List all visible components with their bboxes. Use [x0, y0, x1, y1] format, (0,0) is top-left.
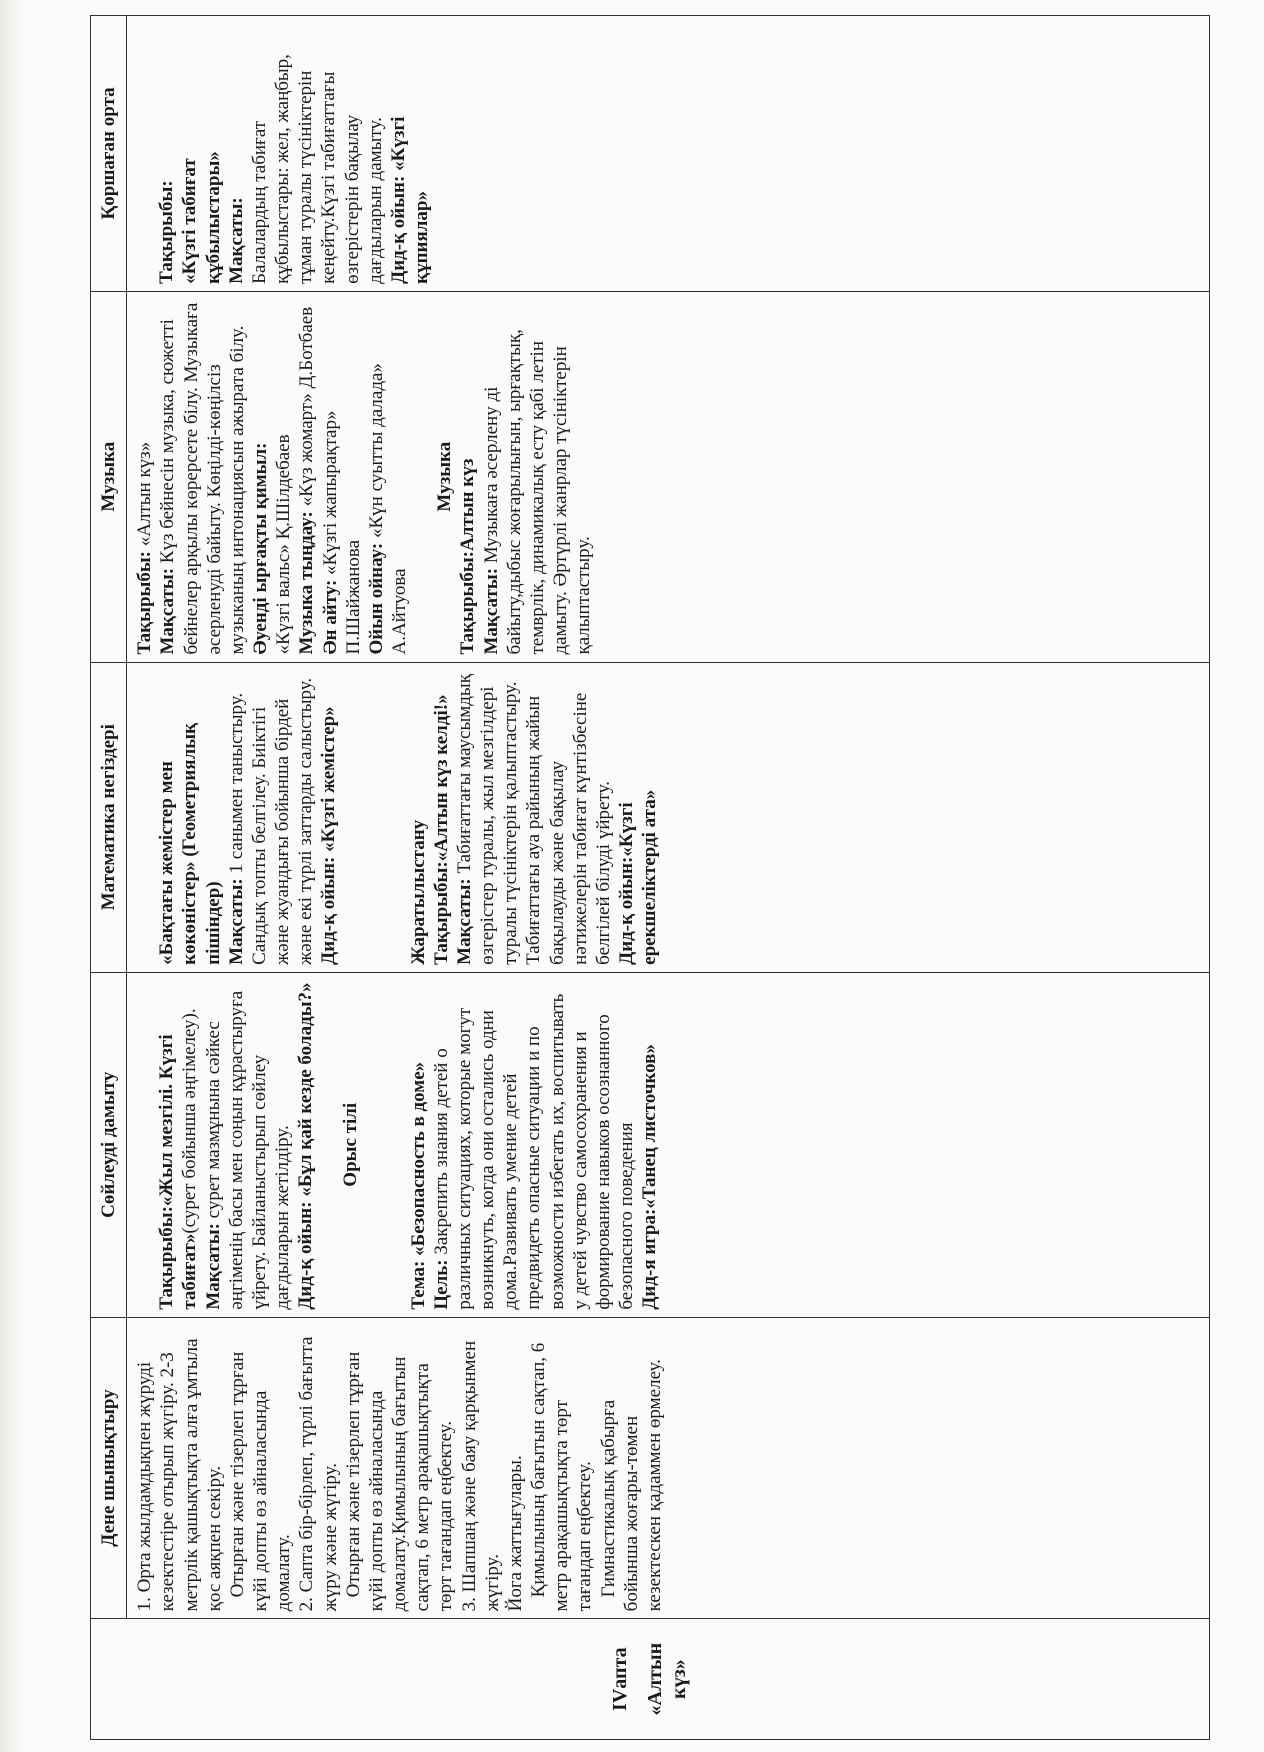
nature-goal-text: Табиғаттағы маусымдық өзгерістер туралы, жыл мезгілдері туралы түсініктерін қалыптастыру. Табиғаттағы ауа райының жайын бақылауды және бақылау нәтижелерін табиғат күнтізбесіне белгілей білуді үйрету.: [453, 674, 614, 965]
music-goal-label: Мақсаты:: [157, 567, 179, 655]
russian-goal-label: Цель:: [430, 1259, 452, 1310]
russian-goal-text: Закрепить знания детей о различных ситуациях, которые могут возникнуть, когда они остались одни дома.Развивать умение детей предвидеть опасные ситуации и по возможности избегать их, воспитывать у детей чувство самосохранения и формирование навыков осознанного безопасного поведения: [430, 993, 638, 1310]
nature-game: Дид-қ ойын:«Күзгі ерекшеліктерді ата»: [616, 789, 661, 965]
header-speech-development: Сөйлеуді дамыту: [91, 972, 127, 1317]
week-number: IVапта: [609, 1647, 632, 1711]
russian-header: Орыс тілі: [340, 1102, 362, 1187]
speech-goal: [202, 980, 295, 1310]
nature-header: Жаратылыстану: [407, 819, 429, 965]
scan-edge-shadow: [0, 0, 24, 1752]
env-topic-text: «Күзгі табиғат құбылыстары»: [179, 151, 224, 284]
music-dance-label: Әуенді ырғақты қимыл:: [250, 442, 272, 655]
music-play-text: «Күн суытты далада» А.Айтуова: [365, 363, 411, 655]
music-play: [365, 299, 411, 655]
music-sing-text: «Күзгі жапырақтар» П.Шайжанова: [319, 410, 364, 655]
cell-math: [127, 662, 1210, 972]
week-cell: [91, 1619, 1210, 1740]
speech-goal-text: сурет мазмұнына сәйкес әңгіменің басы мен соңын құрастыруға үйрету. Байланыстырып сөйлеу дағдыларын жетілдіру.: [202, 990, 294, 1310]
music-play-label: Ойын ойнау:: [365, 542, 387, 655]
music-listen: [295, 299, 318, 655]
speech-topic-rest: (сурет бойынша әңгімелеу).: [179, 1008, 201, 1234]
music-dance-text: «Күзгі вальс» Қ.Шілдебаев: [273, 434, 295, 655]
music-listen-label: Музыка тыңдау:: [296, 511, 318, 655]
music-goal-text: Күз бейнесін музыка, сюжетті бейнелер арқылы көрерсете білу. Музыкаға әсерленуді байыту. Көңілді-көңілсіз музыканың интонациясын ажырата білу.: [157, 302, 248, 655]
music-goal-2-label: Мақсаты:: [480, 567, 502, 655]
music-sing-label: Ән айту:: [319, 579, 341, 655]
phys-line: Отырған және тізерлеп тұрған күйі допты өз айналасында домалату.Қимылының бағытын сақтап, 6 метр арақашықтықта төрт тағандап еңбектеу.: [342, 1351, 457, 1612]
math-goal-label: Мақсаты:: [225, 878, 247, 965]
cell-music: [127, 291, 1210, 662]
math-title: «Бақтағы жемістер мен көкөністер» (Геометриялық пішіндер): [156, 722, 224, 965]
speech-goal-label: Мақсаты:: [202, 1223, 224, 1310]
nature-topic: Тақырыбы:«Алтын күз келді!»: [430, 694, 452, 965]
header-music: Музыка: [91, 291, 127, 662]
math-goal-text: 1 санымен таныстыру. Сандық топты белгілеу. Биіктігі және жуандығы бойынша бірдей және екі түрлі заттарды салыстыру.: [225, 677, 317, 965]
phys-line: Йога жаттығулары.: [504, 1455, 526, 1612]
speech-topic-label: Тақырыбы:: [156, 1206, 178, 1310]
russian-game: Дид-я игра:«Танец листочков»: [639, 1044, 661, 1310]
music-topic-label: Тақырыбы:: [134, 550, 156, 655]
env-game: Дид-қ ойын: «Күзгі құпиялар»: [387, 116, 433, 284]
phys-line: 1. Орта жылдамдықпен жүруді кезектестіре отырып жүгіру. 2-3 метрлік қашықтықта алға ұмтыла қос аяқпен секіру.: [134, 1338, 225, 1612]
speech-game: Дид-қ ойын: «Бұл қай кезде болады?»: [295, 982, 317, 1310]
music-goal: [156, 299, 249, 655]
week-theme: «Алтын күз»: [643, 1642, 691, 1716]
music-goal-2: [480, 299, 596, 655]
math-game: Дид-қ ойын: «Күзгі жемістер»: [318, 706, 340, 965]
math-goal: [225, 670, 318, 965]
nature-goal-label: Мақсаты:: [453, 878, 475, 965]
cell-physical-education: [127, 1317, 1210, 1619]
music-sing: [319, 299, 365, 655]
music-topic-text: «Алтын күз»: [134, 441, 156, 547]
cell-speech-development: [127, 972, 1210, 1317]
header-math: Математика негіздері: [91, 662, 127, 972]
music-topic: [133, 299, 156, 655]
speech-topic-title: «Жыл мезгілі. Күзгі табиғат»: [156, 1034, 201, 1310]
nature-goal: [453, 670, 615, 965]
header-environment: Қоршаған орта: [91, 16, 127, 292]
phys-line: 2. Сапта бір-бірлеп, түрлі бағытта жүру және жүгіру.: [296, 1336, 341, 1612]
music-header-2: Музыка: [434, 441, 456, 512]
phys-line: Отырған және тізерлеп тұрған күйі допты өз айналасында домалату.: [226, 1351, 295, 1612]
weekly-plan-table: [90, 15, 1210, 1740]
music-goal-2-text: Музыкаға әсерлену ді байыту,дыбыс жоғарылығын, ырғақтық, темврлік, динамикалық есту қабі летін дамыту. Әртүрлі жанрлар түсініктерін қалыптастыру.: [480, 329, 595, 655]
music-listen-text: «Күз жомарт» Д.Ботбаев: [296, 306, 318, 507]
russian-theme: Тема: «Безопасность в доме»: [407, 1061, 429, 1310]
russian-goal: [430, 980, 639, 1310]
speech-topic: [155, 980, 201, 1310]
weekly-plan-sheet: [90, 15, 1210, 1740]
env-topic-label: Тақырыбы:: [156, 180, 178, 284]
phys-line: Гимнастикалық қабырға бойынша жоғары-төмен кезектескен қадаммен өрмелеу.: [597, 1359, 665, 1612]
phys-line: Қимылының бағытын сақтап, 6 метр арақашықтықта төрт тағандап еңбектеу.: [528, 1342, 596, 1612]
env-goal-label: Мақсаты:: [225, 197, 247, 284]
phys-line: 3. Шапшаң және баяу қарқынмен жүгіру.: [458, 1340, 503, 1612]
env-goal-text: Балалардың табиғат құбылыстары: жел, жаңбыр, тұман туралы түсініктерін кеңейту.Күзгі табиғаттағы өзгерістерін бақылау дағдыларын дамыту.: [248, 54, 386, 284]
music-topic-2: Тақырыбы:Алтын күз: [457, 458, 479, 655]
cell-environment: [127, 16, 1210, 292]
header-physical-education: Дене шынықтыру: [91, 1317, 127, 1619]
